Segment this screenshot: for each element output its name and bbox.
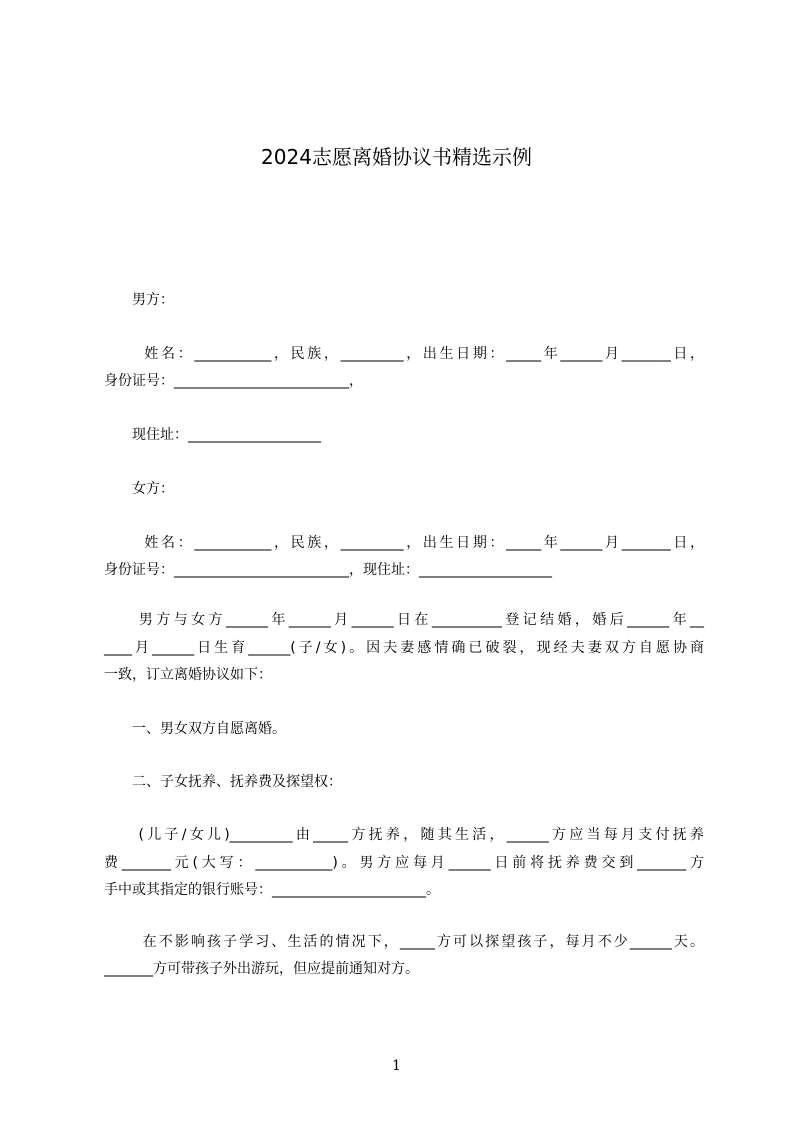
male-address-line: 现住址：___________________ xyxy=(104,427,321,443)
page-number: 1 xyxy=(392,1058,401,1074)
female-party-heading: 女方： xyxy=(104,481,174,497)
visitation-paragraph-line-1: 在不影响孩子学习、生活的情况下，_____方可以探望孩子，每月不少______天。 xyxy=(104,934,704,950)
marriage-paragraph-line-3: 一致，订立离婚协议如下： xyxy=(104,667,272,683)
male-party-heading: 男方： xyxy=(104,292,174,308)
male-info-line-1: 姓名：___________，民族，_________，出生日期：_____年______月_______日， xyxy=(104,346,704,362)
marriage-paragraph-line-2: ____月______日生育______(子/女)。因夫妻感情确已破裂，现经夫妻双方自愿协商 xyxy=(104,640,704,656)
visitation-paragraph-line-2: _______方可带孩子外出游玩，但应提前通知对方。 xyxy=(104,961,419,977)
clause-two-heading: 二、子女抚养、抚养费及探望权： xyxy=(104,774,342,790)
female-info-line-1: 姓名：___________，民族，_________，出生日期：_____年______月_______日， xyxy=(104,535,704,551)
custody-paragraph-line-3: 手中或其指定的银行账号：______________________。 xyxy=(104,882,440,898)
custody-paragraph-line-2: 费_______元(大写：___________)。男方应每月______日前将抚养费交到_______方 xyxy=(104,855,704,871)
marriage-paragraph-line-1: 男方与女方______年______月______日在__________登记结婚，婚后______年__ xyxy=(104,612,704,628)
female-id-address-line: 身份证号：_________________________，现住址：___________________ xyxy=(104,562,552,578)
document-title: 2024志愿离婚协议书精选示例 xyxy=(261,145,532,169)
clause-one: 一、男女双方自愿离婚。 xyxy=(104,721,286,737)
custody-paragraph-line-1: (儿子/女儿)_________由_____方抚养，随其生活，______方应当每月支付抚养 xyxy=(104,827,704,843)
male-id-number-line: 身份证号：_________________________， xyxy=(104,373,363,389)
